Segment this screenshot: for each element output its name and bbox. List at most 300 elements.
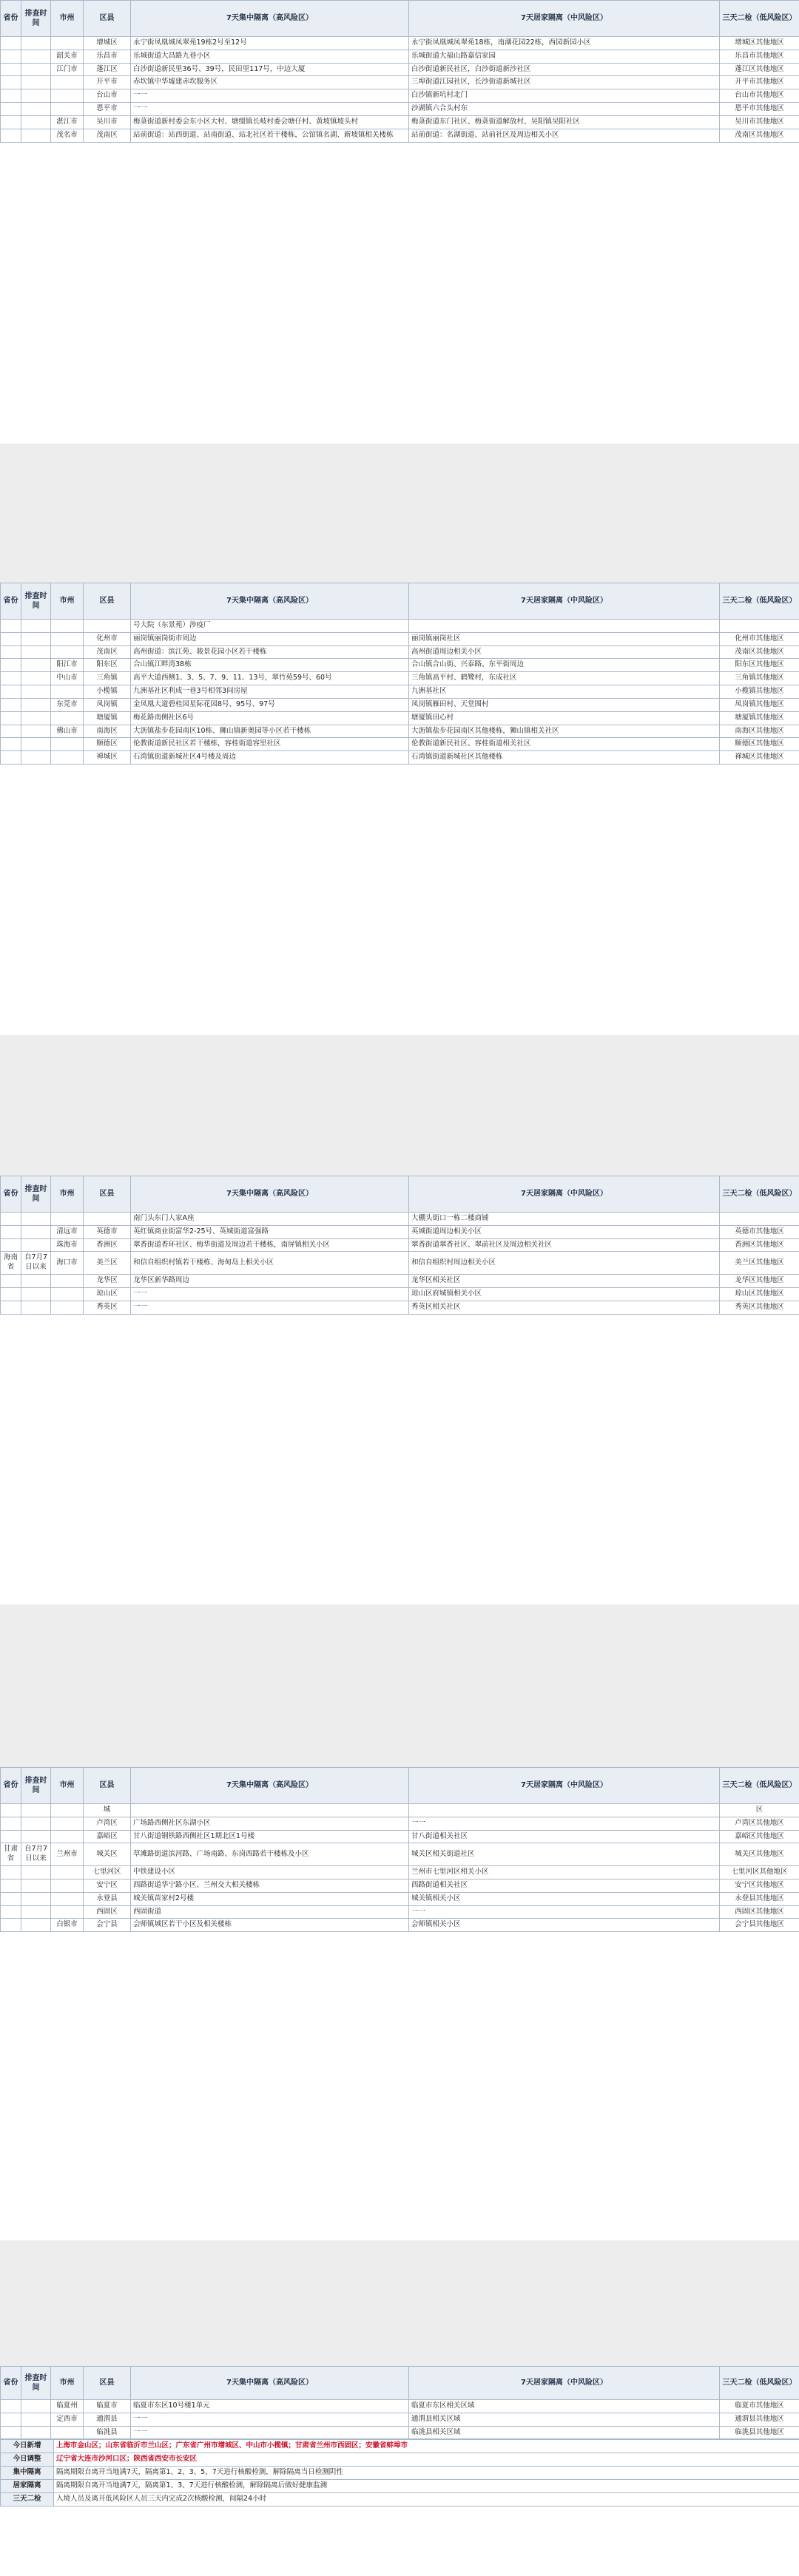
cell-time [21, 1817, 51, 1830]
cell-district: 琼山区 [84, 1287, 131, 1301]
note-text: 上海市金山区；山东省临沂市兰山区；广东省广州市增城区、中山市小榄镇；甘肃省兰州市西固区；安徽省蚌埠市 [54, 2440, 799, 2453]
cell-low-risk: 美兰区其他地区 [720, 1252, 799, 1275]
cell-time [21, 738, 51, 751]
cell-province [1, 1892, 21, 1905]
header-city: 市州 [51, 583, 84, 620]
cell-city: 清远市 [51, 1225, 84, 1238]
table-row [1, 1817, 799, 1830]
cell-mid-risk: 秀英区相关社区 [409, 1301, 720, 1314]
cell-district: 增城区 [84, 37, 131, 50]
cell-time [21, 685, 51, 699]
table-row [1, 115, 799, 129]
cell-time [21, 1905, 51, 1919]
header-low-risk: 三天二检（低风险区） [720, 1768, 799, 1804]
table-row [1, 698, 799, 711]
table-panel-1 [0, 0, 799, 444]
table-row [1, 1892, 799, 1905]
cell-mid-risk: 城关镇相关小区 [409, 1892, 720, 1905]
cell-district: 顺德区 [84, 738, 131, 751]
cell-city [51, 2426, 84, 2439]
cell-district: 三角镇 [84, 672, 131, 685]
cell-mid-risk: 一一 [409, 1905, 720, 1919]
table-header-row [1, 1176, 799, 1213]
cell-high-risk: 乐城街道大昌路九巷小区 [131, 50, 409, 63]
cell-time [21, 1892, 51, 1905]
cell-province [1, 115, 21, 129]
cell-mid-risk [409, 1804, 720, 1817]
header-city: 市州 [51, 1176, 84, 1213]
cell-province [1, 2400, 21, 2413]
cell-mid-risk: 高州街道周边相关小区 [409, 645, 720, 659]
cell-city: 茂名市 [51, 129, 84, 142]
cell-time [21, 1830, 51, 1843]
cell-time [21, 620, 51, 633]
table-row [1, 2413, 799, 2426]
cell-district: 临洮县 [84, 2426, 131, 2439]
cell-district: 恩平市 [84, 103, 131, 116]
cell-province [1, 129, 21, 142]
cell-high-risk: 一一 [131, 1287, 409, 1301]
table-row [1, 89, 799, 103]
cell-city [51, 685, 84, 699]
cell-high-risk: 石湾镇街道新城社区4号楼及周边 [131, 751, 409, 765]
cell-city [51, 620, 84, 633]
header-high-risk: 7天集中隔离（高风险区） [131, 1768, 409, 1804]
cell-district: 美兰区 [84, 1252, 131, 1275]
cell-time [21, 1287, 51, 1301]
cell-low-risk: 七里河区其他地区 [720, 1866, 799, 1880]
cell-province [1, 103, 21, 116]
header-mid-risk: 7天居家隔离（中风险区） [409, 1, 720, 37]
note-label: 今日调整 [1, 2453, 54, 2467]
cell-province [1, 725, 21, 738]
cell-mid-risk: 通渭县相关区域 [409, 2413, 720, 2426]
cell-district: 通渭县 [84, 2413, 131, 2426]
cell-low-risk: 化州市其他地区 [720, 632, 799, 645]
cell-mid-risk: 九洲基社区 [409, 685, 720, 699]
table-header-row [1, 1768, 799, 1804]
table-row [1, 2426, 799, 2439]
cell-city: 珠海市 [51, 1238, 84, 1252]
header-time: 排查时间 [21, 1768, 51, 1804]
cell-time [21, 2426, 51, 2439]
cell-province [1, 1275, 21, 1288]
cell-city [51, 1892, 84, 1905]
cell-district [84, 1213, 131, 1226]
table-row [1, 751, 799, 765]
header-high-risk: 7天集中隔离（高风险区） [131, 583, 409, 620]
cell-mid-risk: 白沙街道新民社区，白沙街道新沙社区 [409, 63, 720, 76]
cell-province [1, 1225, 21, 1238]
cell-high-risk: 中铁建设小区 [131, 1866, 409, 1880]
cell-low-risk: 西固区其他地区 [720, 1905, 799, 1919]
table-row [1, 672, 799, 685]
cell-district: 茂南区 [84, 645, 131, 659]
cell-mid-risk: 甘八街道相关社区 [409, 1830, 720, 1843]
cell-city: 佛山市 [51, 725, 84, 738]
cell-district: 乐昌市 [84, 50, 131, 63]
cell-province [1, 685, 21, 699]
cell-city [51, 1287, 84, 1301]
cell-low-risk: 塘厦镇其他地区 [720, 711, 799, 725]
cell-low-risk: 琼山区其他地区 [720, 1287, 799, 1301]
table-header-row [1, 1, 799, 37]
cell-mid-risk: 三角镇高平村、鹤鹭村，东成社区 [409, 672, 720, 685]
cell-province [1, 1213, 21, 1226]
cell-district: 凤岗镇 [84, 698, 131, 711]
cell-high-risk: 永宁街凤凰城凤翠苑19栋2号至12号 [131, 37, 409, 50]
cell-city [51, 645, 84, 659]
cell-mid-risk: 站前街道：名湖街道、站前社区及周边相关小区 [409, 129, 720, 142]
cell-district: 塘厦镇 [84, 711, 131, 725]
cell-mid-risk: 城关区相关街道社区 [409, 1843, 720, 1866]
cell-district: 城 [84, 1804, 131, 1817]
cell-district: 蓬江区 [84, 63, 131, 76]
cell-mid-risk: 三埠街道江园社区，长沙街道新城社区 [409, 76, 720, 89]
cell-high-risk: 高平大道西侧1、3、5、7、9、11、13号，翠竹苑59号、60号 [131, 672, 409, 685]
cell-city: 白银市 [51, 1919, 84, 1932]
header-time: 排查时间 [21, 1, 51, 37]
risk-table-1 [0, 0, 799, 143]
cell-city [51, 1879, 84, 1892]
cell-low-risk: 三角镇其他地区 [720, 672, 799, 685]
cell-low-risk: 临夏市其他地区 [720, 2400, 799, 2413]
header-low-risk: 三天二检（低风险区） [720, 2367, 799, 2400]
cell-time [21, 1804, 51, 1817]
cell-time [21, 698, 51, 711]
risk-table-3 [0, 1176, 799, 1315]
cell-city [51, 1301, 84, 1314]
cell-city: 东莞市 [51, 698, 84, 711]
cell-time [21, 632, 51, 645]
table-row [1, 1275, 799, 1288]
cell-low-risk [720, 620, 799, 633]
cell-high-risk: 草滩路街道滨河路、广场南路、东岗西路若干楼栋及小区 [131, 1843, 409, 1866]
table-row [1, 1252, 799, 1275]
note-row [1, 2492, 799, 2506]
cell-district: 南海区 [84, 725, 131, 738]
cell-mid-risk: 乐城街道大福山路嘉信家园 [409, 50, 720, 63]
cell-time [21, 1275, 51, 1288]
cell-low-risk: 顺德区其他地区 [720, 738, 799, 751]
cell-high-risk: 甘八街道钢铁路西侧社区1期北区1号楼 [131, 1830, 409, 1843]
table-row [1, 1301, 799, 1314]
note-text: 入境人员及离开低风险区人员三天内完成2次核酸检测，间隔24小时 [54, 2492, 799, 2506]
cell-high-risk: 一一 [131, 2426, 409, 2439]
header-low-risk: 三天二检（低风险区） [720, 1, 799, 37]
cell-high-risk: 伦教街道新民社区若干楼栋，容桂街道容里社区 [131, 738, 409, 751]
cell-low-risk: 安宁区其他地区 [720, 1879, 799, 1892]
cell-city [51, 89, 84, 103]
cell-district: 城关区 [84, 1843, 131, 1866]
cell-time [21, 1225, 51, 1238]
cell-province [1, 620, 21, 633]
cell-mid-risk: 丽岗镇丽岗社区 [409, 632, 720, 645]
cell-high-risk [131, 1804, 409, 1817]
cell-time [21, 1919, 51, 1932]
cell-high-risk: 合山镇江畔湾38栋 [131, 659, 409, 672]
cell-low-risk: 增城区其他地区 [720, 37, 799, 50]
cell-mid-risk: 英城街道周边相关小区 [409, 1225, 720, 1238]
table-row [1, 711, 799, 725]
header-time: 排查时间 [21, 2367, 51, 2400]
cell-high-risk: 西路街道华宁路小区、兰州交大相关楼栋 [131, 1879, 409, 1892]
cell-city [51, 76, 84, 89]
table-row [1, 76, 799, 89]
note-label: 今日新增 [1, 2440, 54, 2453]
cell-low-risk: 城关区其他地区 [720, 1843, 799, 1866]
table-panel-3 [0, 1176, 799, 1604]
header-city: 市州 [51, 1768, 84, 1804]
header-mid-risk: 7天居家隔离（中风险区） [409, 2367, 720, 2400]
cell-province [1, 645, 21, 659]
cell-city [51, 1817, 84, 1830]
table-row [1, 620, 799, 633]
cell-mid-risk: 临洮县相关区域 [409, 2426, 720, 2439]
cell-time [21, 63, 51, 76]
cell-province [1, 1866, 21, 1880]
cell-province [1, 698, 21, 711]
cell-high-risk: 白沙街道新民里36号、39号，民田里117号，中边大厦 [131, 63, 409, 76]
note-row [1, 2479, 799, 2492]
cell-low-risk: 开平市其他地区 [720, 76, 799, 89]
cell-district: 龙华区 [84, 1275, 131, 1288]
cell-time [21, 129, 51, 142]
cell-province: 甘肃省 [1, 1843, 21, 1866]
cell-mid-risk: 临夏市东区相关区域 [409, 2400, 720, 2413]
header-low-risk: 三天二检（低风险区） [720, 583, 799, 620]
cell-mid-risk [409, 620, 720, 633]
note-label: 集中隔离 [1, 2467, 54, 2480]
header-province: 省份 [1, 583, 21, 620]
table-row [1, 1225, 799, 1238]
cell-low-risk: 乐昌市其他地区 [720, 50, 799, 63]
cell-low-risk: 茂南区其他地区 [720, 645, 799, 659]
header-high-risk: 7天集中隔离（高风险区） [131, 1, 409, 37]
cell-time: 自7月7日以来 [21, 1252, 51, 1275]
header-province: 省份 [1, 2367, 21, 2400]
table-row [1, 725, 799, 738]
cell-district: 禅城区 [84, 751, 131, 765]
cell-province [1, 1830, 21, 1843]
cell-mid-risk: 沙湖镇六合头村东 [409, 103, 720, 116]
risk-table-5 [0, 2366, 799, 2439]
header-high-risk: 7天集中隔离（高风险区） [131, 2367, 409, 2400]
cell-province [1, 1919, 21, 1932]
table-row [1, 685, 799, 699]
cell-city: 湛江市 [51, 115, 84, 129]
header-district: 区县 [84, 2367, 131, 2400]
cell-time [21, 50, 51, 63]
cell-province [1, 711, 21, 725]
cell-province [1, 1905, 21, 1919]
cell-district: 吴川市 [84, 115, 131, 129]
note-label: 居家隔离 [1, 2479, 54, 2492]
header-province: 省份 [1, 1768, 21, 1804]
cell-high-risk: 梅花路南侧社区6号 [131, 711, 409, 725]
cell-mid-risk: 梅菉街道东门社区、梅菉街道解放村、吴阳镇吴阳社区 [409, 115, 720, 129]
cell-city: 韶关市 [51, 50, 84, 63]
cell-district: 小榄镇 [84, 685, 131, 699]
table-row [1, 1830, 799, 1843]
cell-province [1, 37, 21, 50]
cell-high-risk: 高州街道：滨江苑、骏景花园小区若干楼栋 [131, 645, 409, 659]
cell-mid-risk: 会师镇相关小区 [409, 1919, 720, 1932]
cell-low-risk: 禅城区其他地区 [720, 751, 799, 765]
cell-time [21, 76, 51, 89]
header-district: 区县 [84, 583, 131, 620]
cell-time [21, 89, 51, 103]
cell-district: 化州市 [84, 632, 131, 645]
table-row [1, 1213, 799, 1226]
table-row [1, 37, 799, 50]
cell-city: 临夏州 [51, 2400, 84, 2413]
table-row [1, 1866, 799, 1880]
cell-high-risk: 一一 [131, 89, 409, 103]
table-header-row [1, 583, 799, 620]
table-row [1, 1919, 799, 1932]
cell-time [21, 103, 51, 116]
cell-mid-risk: 兰州市七里河区相关小区 [409, 1866, 720, 1880]
note-text: 辽宁省大连市沙河口区；陕西省西安市长安区 [54, 2453, 799, 2467]
cell-time [21, 659, 51, 672]
header-city: 市州 [51, 2367, 84, 2400]
cell-time [21, 37, 51, 50]
table-header-row [1, 2367, 799, 2400]
cell-district [84, 620, 131, 633]
cell-low-risk: 临洮县其他地区 [720, 2426, 799, 2439]
header-mid-risk: 7天居家隔离（中风险区） [409, 1768, 720, 1804]
cell-province [1, 672, 21, 685]
cell-high-risk: 一一 [131, 103, 409, 116]
cell-time [21, 1866, 51, 1880]
cell-high-risk: 城关镇苗家村2号楼 [131, 1892, 409, 1905]
risk-table-2 [0, 583, 799, 765]
header-time: 排查时间 [21, 1176, 51, 1213]
cell-high-risk: 英红镇商业街富华2-25号、英城街道富强路 [131, 1225, 409, 1238]
header-district: 区县 [84, 1, 131, 37]
cell-low-risk: 英德市其他地区 [720, 1225, 799, 1238]
table-row [1, 63, 799, 76]
table-panel-2 [0, 583, 799, 1035]
cell-city: 海口市 [51, 1252, 84, 1275]
cell-city [51, 711, 84, 725]
header-district: 区县 [84, 1768, 131, 1804]
header-mid-risk: 7天居家隔离（中风险区） [409, 583, 720, 620]
cell-high-risk: 龙华区新华路周边 [131, 1275, 409, 1288]
cell-province [1, 89, 21, 103]
cell-high-risk: 大沥镇盐步花园南区10栋、狮山镇新奥园等小区若干楼栋 [131, 725, 409, 738]
cell-low-risk: 卢湾区其他地区 [720, 1817, 799, 1830]
cell-mid-risk: 大棚头街口一栋二楼商铺 [409, 1213, 720, 1226]
cell-mid-risk: 白沙镇新坑村北门 [409, 89, 720, 103]
cell-province [1, 1804, 21, 1817]
cell-low-risk: 龙华区其他地区 [720, 1275, 799, 1288]
cell-high-risk: 和信自组织村镇若干楼栋、海甸岛上相关小区 [131, 1252, 409, 1275]
cell-high-risk: 站前街道：站西街道、站南街道、站北社区若干楼栋，公馆镇名湖、新坡镇相关楼栋 [131, 129, 409, 142]
cell-low-risk [720, 1213, 799, 1226]
cell-time [21, 1879, 51, 1892]
cell-time [21, 115, 51, 129]
cell-low-risk: 永登县其他地区 [720, 1892, 799, 1905]
cell-province [1, 1879, 21, 1892]
note-row [1, 2467, 799, 2480]
cell-district: 秀英区 [84, 1301, 131, 1314]
table-row [1, 1238, 799, 1252]
cell-mid-risk: 永宁街凤凰城凤翠苑18栋，南湖花园22栋，西园新园小区 [409, 37, 720, 50]
cell-city [51, 1804, 84, 1817]
table-row [1, 1804, 799, 1817]
cell-low-risk: 嘉峪区其他地区 [720, 1830, 799, 1843]
cell-city [51, 632, 84, 645]
table-row [1, 1879, 799, 1892]
cell-city [51, 1213, 84, 1226]
cell-province: 海南省 [1, 1252, 21, 1275]
cell-district: 会宁县 [84, 1919, 131, 1932]
cell-province [1, 632, 21, 645]
cell-city: 兰州市 [51, 1843, 84, 1866]
cell-high-risk: 九洲基社区利成一巷3号相邻3间房屋 [131, 685, 409, 699]
header-mid-risk: 7天居家隔离（中风险区） [409, 1176, 720, 1213]
cell-high-risk: 西固街道 [131, 1905, 409, 1919]
cell-city [51, 1905, 84, 1919]
cell-province [1, 1301, 21, 1314]
cell-district: 嘉峪区 [84, 1830, 131, 1843]
cell-low-risk: 南海区其他地区 [720, 725, 799, 738]
table-row [1, 129, 799, 142]
cell-province [1, 1238, 21, 1252]
cell-mid-risk: 大沥镇盐步花园南区其他楼栋，狮山镇相关社区 [409, 725, 720, 738]
note-text: 隔离期限自离开当地满7天，隔离第1、3、7天进行核酸检测，解除隔离后做好健康监测 [54, 2479, 799, 2492]
cell-low-risk: 台山市其他地区 [720, 89, 799, 103]
cell-mid-risk: 琼山区府城镇相关小区 [409, 1287, 720, 1301]
table-row [1, 632, 799, 645]
cell-district: 安宁区 [84, 1879, 131, 1892]
header-low-risk: 三天二检（低风险区） [720, 1176, 799, 1213]
table-panel-4 [0, 1767, 799, 2240]
cell-time [21, 751, 51, 765]
cell-district: 卢湾区 [84, 1817, 131, 1830]
cell-province [1, 2426, 21, 2439]
cell-low-risk: 茂南区其他地区 [720, 129, 799, 142]
cell-province [1, 1287, 21, 1301]
cell-city: 定西市 [51, 2413, 84, 2426]
cell-city [51, 738, 84, 751]
cell-province [1, 659, 21, 672]
cell-mid-risk: 合山镇合山街、兴泰路、东平街周边 [409, 659, 720, 672]
table-row [1, 1287, 799, 1301]
note-row [1, 2453, 799, 2467]
cell-high-risk: 广场路西侧社区东湖小区 [131, 1817, 409, 1830]
cell-low-risk: 蓬江区其他地区 [720, 63, 799, 76]
header-time: 排查时间 [21, 583, 51, 620]
cell-district: 西固区 [84, 1905, 131, 1919]
cell-city [51, 1275, 84, 1288]
risk-table-4 [0, 1767, 799, 1932]
cell-high-risk: 丽岗镇丽岗街市周边 [131, 632, 409, 645]
table-row [1, 103, 799, 116]
cell-time [21, 1238, 51, 1252]
cell-time [21, 672, 51, 685]
cell-province [1, 738, 21, 751]
cell-high-risk: 翠香街道香环社区、梅华街道及周边若干楼栋，南屏镇相关小区 [131, 1238, 409, 1252]
cell-low-risk: 通渭县其他地区 [720, 2413, 799, 2426]
cell-high-risk: 梅菉街道新村委会东小区大村、塘缀镇长岐村委会塘仔村、黄坡镇坡头村 [131, 115, 409, 129]
cell-city [51, 37, 84, 50]
table-row [1, 1843, 799, 1866]
cell-mid-risk: 西路街道相关社区 [409, 1879, 720, 1892]
cell-time [21, 1301, 51, 1314]
